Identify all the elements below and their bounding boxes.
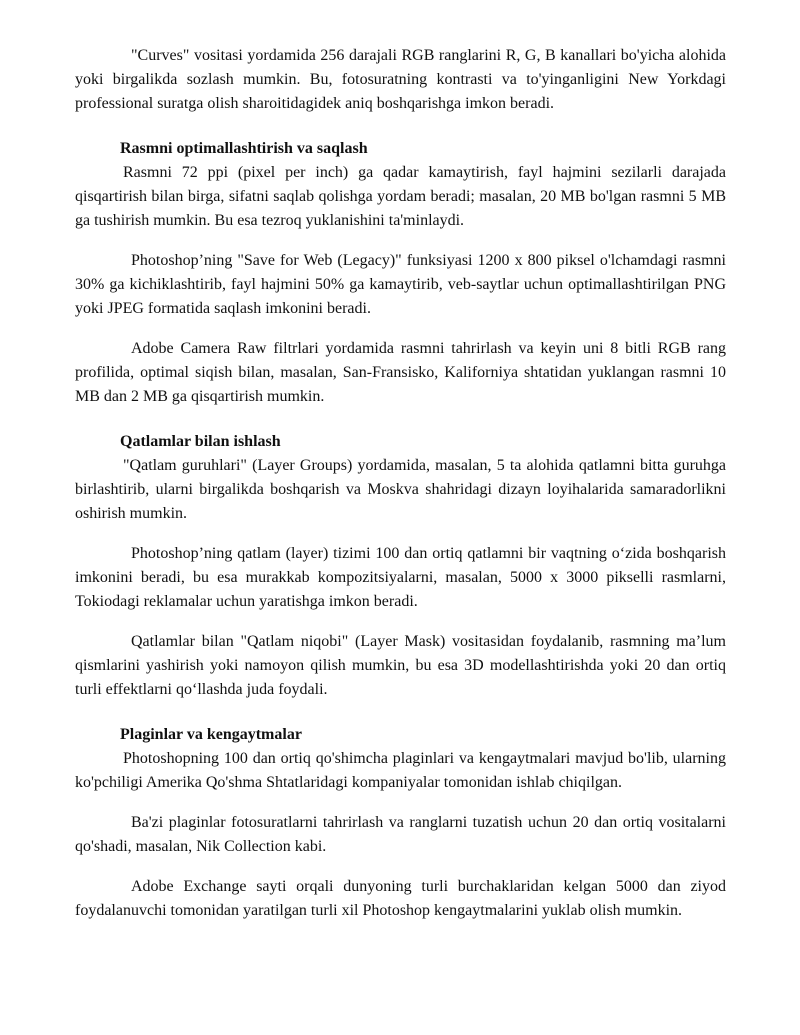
paragraph-plugins-count: Photoshopning 100 dan ortiq qo'shimcha plaginlari va kengaytmalari mavjud bo'lib, ularning ko'pchiligi Amerika Qo'shma Shtatlaridagi kompaniyalar tomonidan ishlab chiqilgan. xyxy=(75,750,726,791)
heading-plugins: Plaginlar va kengaytmalar xyxy=(120,726,302,743)
paragraph-layer-mask: Qatlamlar bilan "Qatlam niqobi" (Layer Mask) vositasidan foydalanib, rasmning ma’lum qismlarini yashirish yoki namoyon qilish mumkin, bu esa 3D modellashtirishda yoki 20 dan ortiq turli effektlarni qo‘llashda juda foydali. xyxy=(75,633,726,698)
paragraph-layer-groups: "Qatlam guruhlari" (Layer Groups) yordamida, masalan, 5 ta alohida qatlamni bitta guruhga birlashtirib, ularni birgalikda boshqarish va Moskva shahridagi dizayn loyihalarida samaradorlikni oshirish mumkin. xyxy=(75,457,726,522)
document-page xyxy=(75,44,726,923)
paragraph-ppi: Rasmni 72 ppi (pixel per inch) ga qadar kamaytirish, fayl hajmini sezilarli darajada qisqartirish bilan birga, sifatni saqlab qolishga yordam beradi; masalan, 20 MB bo'lgan rasmni 5 MB ga tushirish mumkin. Bu esa tezroq yuklanishini ta'minlaydi. xyxy=(75,164,726,229)
heading-optimization: Rasmni optimallashtirish va saqlash xyxy=(120,140,368,157)
paragraph-nik-collection: Ba'zi plaginlar fotosuratlarni tahrirlash va ranglarni tuzatish uchun 20 dan ortiq vositalarni qo'shadi, masalan, Nik Collection kabi. xyxy=(75,814,726,855)
heading-layers: Qatlamlar bilan ishlash xyxy=(120,433,281,450)
paragraph-camera-raw: Adobe Camera Raw filtrlari yordamida rasmni tahrirlash va keyin uni 8 bitli RGB rang profilida, optimal siqish bilan, masalan, San-Fransisko, Kaliforniya shtatidan yuklangan rasmni 10 MB dan 2 MB ga qisqartirish mumkin. xyxy=(75,340,726,405)
paragraph-curves: "Curves" vositasi yordamida 256 darajali RGB ranglarini R, G, B kanallari bo'yicha alohida yoki birgalikda sozlash mumkin. Bu, fotosuratning kontrasti va to'yinganligini New Yorkdagi professional suratga olish sharoitidagidek aniq boshqarishga imkon beradi. xyxy=(75,47,726,112)
paragraph-layer-system: Photoshop’ning qatlam (layer) tizimi 100 dan ortiq qatlamni bir vaqtning o‘zida boshqarish imkonini beradi, bu esa murakkab kompozitsiyalarni, masalan, 5000 x 3000 pikselli rasmlarni, Tokiodagi reklamalar uchun yaratishga imkon beradi. xyxy=(75,545,726,610)
paragraph-save-for-web: Photoshop’ning "Save for Web (Legacy)" funksiyasi 1200 x 800 piksel o'lchamdagi rasmni 30% ga kichiklashtirib, fayl hajmini 50% ga kamaytirib, veb-saytlar uchun optimallashtirilgan PNG yoki JPEG formatida saqlash imkonini beradi. xyxy=(75,252,726,317)
paragraph-adobe-exchange: Adobe Exchange sayti orqali dunyoning turli burchaklaridan kelgan 5000 dan ziyod foydalanuvchi tomonidan yaratilgan turli xil Photoshop kengaytmalarini yuklab olish mumkin. xyxy=(75,878,726,919)
